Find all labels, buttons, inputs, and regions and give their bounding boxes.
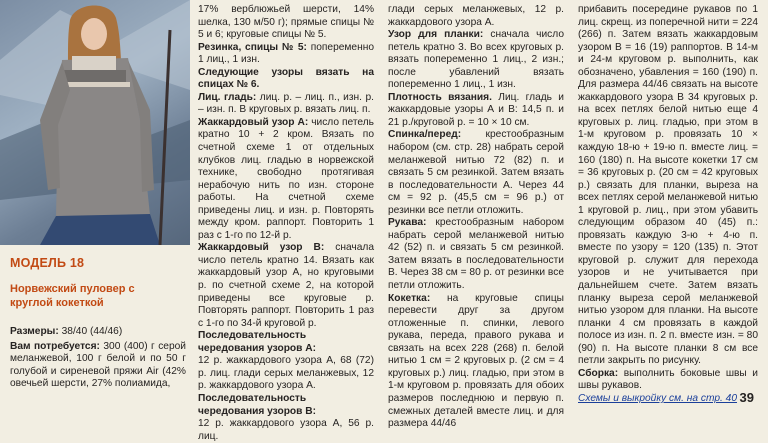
yoke-continued: прибавить посередине рукавов по 1 лиц. скрещ. из поперечной нити = 224 (266) п. Затем вязать жаккардовым узором В = 16 (19) раппортов. В 14-м и 24-м круговом р. выполнить, как обозначено, убавления = 160 (190) п. Для размера 44/46 связать на высоте жаккардового узора В 34 круговых р. на всех петлях белой нитью еще 4 круговых р. лиц. гладью, при этом в 1-м круговом р. провязать 10 × каждую 18-ю + 19-ю п. вместе лиц. = 160 (180) п. На высоте кокетки 17 см = 36 круговых р. (20 см = 42 круговых р.) связать для планки, выреза на всех петлях серой меланжевой нитью 1 круговой р. лиц., при этом убавить следующим образом 40 (45) п.: провязать каждую 3-ю + 4-ю п. вместе по узору = 120 (135) п. Этот круговой р. служит для перехода узоров и не учитывается при дальнейшем счете. Затем вязать планку выреза серой меланжевой нитью узором для планки. На высоте планки 4 см провязать в каждой полосе из изн. п. 2 п. вместе изн. = 80 (90) п. На высоте планки 8 см все петли закрыть по рисунку. <box>578 4 759 367</box>
materials-paragraph <box>10 341 186 391</box>
stockinette-paragraph <box>198 92 374 117</box>
sleeves-text: крестообразным набором набрать серой меланжевой нитью 42 (52) п. и связать 5 см резинкой. Затем вязать в последовательности В. Через 38 см = 80 р. от резинки все петли отложить. <box>388 217 564 292</box>
sleeves-paragraph <box>388 217 564 292</box>
diagram-reference-link[interactable]: Схемы и выкройку см. на стр. 40 <box>578 392 738 404</box>
sequence-b-heading-text: Последовательность чередования узоров В: <box>198 392 316 417</box>
back-front-text: крестообразным набором (см. стр. 28) набрать серой меланжевой нитью 72 (82) п. и связать 5 см резинкой. Затем вязать в последовательности А. Через 44 см = 92 р. (45,5 см = 96 р.) от резинки все петли отложить. <box>388 129 564 216</box>
sequence-b-text: 12 р. жаккардового узора А, 56 р. лиц. <box>198 418 374 442</box>
model-title: МОДЕЛЬ 18 <box>10 256 85 270</box>
assembly-label: Сборка: <box>578 367 619 379</box>
back-front-paragraph <box>388 129 564 217</box>
rib-paragraph <box>198 42 374 67</box>
page-number: 39 <box>739 390 754 405</box>
yoke-paragraph <box>388 293 564 431</box>
jacquard-b-text: сначала число петель кратно 14. Вязать как жаккардовый узор А, но круговыми р. по счетной схеме 2, на которой приведены все круговые р. Повторять раппорт. Повторить 1 раз с 1-го по 34-й круговой р. <box>198 242 374 329</box>
diagram-reference <box>578 393 758 406</box>
jacquard-a-label: Жаккардовый узор А: <box>198 116 309 128</box>
text-column-1 <box>198 4 374 443</box>
density-paragraph <box>388 92 564 130</box>
back-front-label: Спинка/перед: <box>388 129 462 141</box>
woman-in-sweater-illustration <box>0 0 190 245</box>
sequence-b-continued: глади серых меланжевых, 12 р. жаккардового узора А. <box>388 4 564 28</box>
sequence-a-heading-text: Последовательность чередования узоров А: <box>198 330 316 354</box>
density-label: Плотность вязания. <box>388 91 492 103</box>
jacquard-a-text: число петель кратно 10 + 2 кром. Вязать по счетной схеме 1 от отдельных клубков лиц. гладью в норвежской технике, свободно протягивая нерабочую нить по изн. стороне работы. На счетной схеме приведены лиц. и изн. р. Повторять между кром. раппорт. Повторить 1 раз с 1-го по 12-й р. <box>198 116 374 241</box>
rib-label: Резинка, спицы № 5: <box>198 41 307 53</box>
model-info <box>4 250 186 391</box>
placket-pattern-label: Узор для планки: <box>388 29 484 41</box>
model-subtitle: Норвежский пуловер с круглой кокеткой <box>10 283 135 309</box>
yoke-label: Кокетка: <box>388 292 431 304</box>
sequence-a-text: 12 р. жаккардового узора А, 68 (72) р. лиц. глади серых меланжевых, 12 р. жаккардового узора А. <box>198 355 374 392</box>
materials-continued: 17% верблюжьей шерсти, 14% шелка, 130 м/50 г); прямые спицы № 5 и 6; круговые спицы № 5. <box>198 4 374 41</box>
stockinette-label: Лиц. гладь: <box>198 91 257 103</box>
sleeves-label: Рукава: <box>388 217 427 229</box>
placket-pattern-paragraph <box>388 29 564 92</box>
text-column-2 <box>388 4 564 431</box>
sequence-b-heading <box>198 393 374 418</box>
jacquard-b-label: Жаккардовый узор В: <box>198 242 325 254</box>
materials-text: 300 (400) г серой меланжевой, 100 г белой и по 50 г голубой и сиреневой пряжи Air (42% овечьей шерсти, 27% полиамида, <box>10 340 186 389</box>
assembly-paragraph <box>578 368 758 393</box>
model-photo <box>0 0 190 245</box>
stockinette-text: лиц. р. – лиц. п., изн. р. – изн. п. В круговых р. вязать лиц. п. <box>198 91 374 116</box>
placket-pattern-text: сначала число петель кратно 3. Во всех круговых р. вязать попеременно 1 лиц., 2 изн.; после убавлений вязать попеременно 1 лиц., 1 изн. <box>388 29 564 91</box>
patterns-heading <box>198 67 374 92</box>
yoke-text: на круговые спицы перевести друг за другом отложенные п. спинки, левого рукава, переда, правого рукава и связать на всех 228 (268) п. белой нитью 1 см = 2 круговых р. (2 см = 4 круговых р.) лиц. гладью, при этом в 1-м круговом р. провязать для обоих размеров последнюю и первую п. смежных деталей вместе лиц. и для размера 44/46 <box>388 292 564 430</box>
assembly-text: выполнить боковые швы и швы рукавов. <box>578 367 758 392</box>
sizes-line <box>10 326 186 339</box>
rib-text: попеременно 1 лиц., 1 изн. <box>198 41 374 66</box>
jacquard-b-paragraph <box>198 242 374 330</box>
sizes-label: Размеры: <box>10 326 59 337</box>
text-column-3 <box>578 4 758 406</box>
patterns-heading-text: Следующие узоры вязать на спицах № 6. <box>198 66 374 91</box>
density-text: Лиц. гладь и жаккардовые узоры А и В: 14,5 п. и 21 р./круговой р. = 10 × 10 см. <box>388 91 564 128</box>
sequence-a-heading <box>198 330 374 355</box>
jacquard-a-paragraph <box>198 117 374 242</box>
sizes-value: 38/40 (44/46) <box>61 326 123 337</box>
materials-label: Вам потребуется: <box>10 340 100 352</box>
